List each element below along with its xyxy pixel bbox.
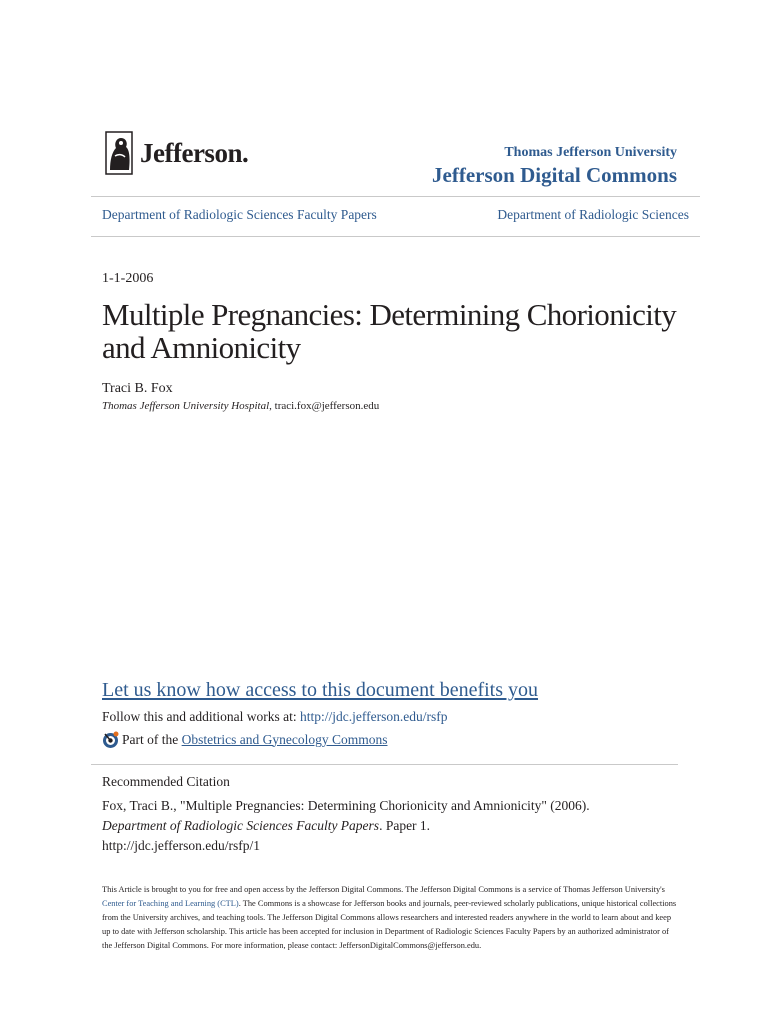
citation-url: http://jdc.jefferson.edu/rsfp/1 xyxy=(102,838,260,853)
access-notice xyxy=(102,883,677,953)
university-name[interactable]: Thomas Jefferson University xyxy=(504,145,677,160)
affiliation-name: Thomas Jefferson University Hospital xyxy=(102,400,270,412)
part-of-label: Part of the xyxy=(122,731,179,747)
follow-line xyxy=(102,709,447,725)
ctl-link[interactable]: Center for Teaching and Learning (CTL) xyxy=(102,899,239,908)
part-of-line xyxy=(102,731,387,748)
faculty-papers-link[interactable]: Department of Radiologic Sciences Faculty Papers xyxy=(102,207,377,222)
citation-text xyxy=(102,796,682,856)
author-affiliation xyxy=(102,400,379,412)
jefferson-wordmark: Jefferson. xyxy=(140,137,249,168)
network-commons-icon xyxy=(102,731,119,748)
citation-divider xyxy=(91,764,678,765)
article-title: Multiple Pregnancies: Determining Chorionicity and Amnionicity xyxy=(102,297,677,365)
publication-date: 1-1-2006 xyxy=(102,271,154,286)
department-link[interactable]: Department of Radiologic Sciences xyxy=(497,207,689,222)
digital-commons-name[interactable]: Jefferson Digital Commons xyxy=(432,163,677,187)
feedback-link[interactable]: Let us know how access to this document benefits you xyxy=(102,679,539,701)
brand-block xyxy=(432,145,677,188)
citation-series-line xyxy=(102,816,682,836)
breadcrumb-divider xyxy=(91,236,700,237)
affiliation-separator: , xyxy=(269,400,275,412)
follow-url-link[interactable]: http://jdc.jefferson.edu/rsfp xyxy=(300,709,448,724)
header-divider xyxy=(91,196,700,197)
jefferson-logo xyxy=(104,130,248,176)
citation-series: Department of Radiologic Sciences Faculty Papers xyxy=(102,818,380,833)
author-email: traci.fox@jefferson.edu xyxy=(274,400,380,412)
jefferson-emblem-icon xyxy=(104,130,134,176)
citation-line: Fox, Traci B., "Multiple Pregnancies: Determining Chorionicity and Amnionicity" (2006). xyxy=(102,798,590,813)
notice-text-2: . The Commons is a showcase for Jefferson books and journals, peer-reviewed scholarly publications, unique historical collections from the University archives, and teaching tools. The Jefferson Digital Commons allows researchers and interested readers anywhere in the world to learn about and keep up to date with Jefferson scholarship. This article has been accepted for inclusion in Department of Radiologic Sciences Faculty Papers by an authorized administrator of the Jefferson Digital Commons. For more information, please contact: JeffersonDigitalCommons@jefferson.edu. xyxy=(102,899,677,950)
citation-heading: Recommended Citation xyxy=(102,774,230,789)
obgyn-commons-link[interactable]: Obstetrics and Gynecology Commons xyxy=(181,731,388,747)
follow-label: Follow this and additional works at: xyxy=(102,709,300,724)
author-name: Traci B. Fox xyxy=(102,381,173,396)
notice-text-1: This Article is brought to you for free and open access by the Jefferson Digital Commons. The Jefferson Digital Commons is a service of Thomas Jefferson University's xyxy=(102,885,665,894)
citation-paper: . Paper 1. xyxy=(379,818,431,833)
